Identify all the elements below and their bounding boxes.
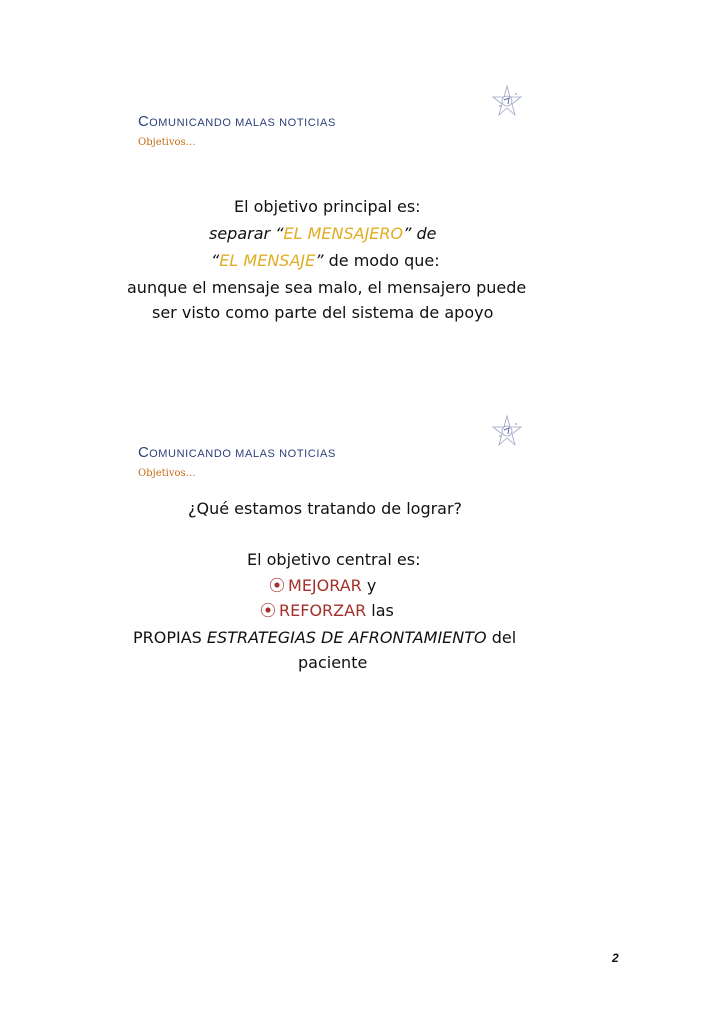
- star-emblem-icon: [490, 414, 524, 448]
- message-line: “EL MENSAJE” de modo que:: [211, 251, 440, 270]
- slide-header: COMUNICANDO MALAS NOTICIAS: [138, 113, 336, 130]
- star-emblem-icon: [490, 84, 524, 118]
- separate-line: separar “EL MENSAJERO” de: [209, 224, 437, 243]
- bullet-improve: ⦿ MEJORAR y: [269, 576, 377, 595]
- messenger-highlight: EL MENSAJERO: [283, 224, 404, 243]
- slide-1: [0, 80, 728, 380]
- bullet-reinforce: ⦿ REFORZAR las: [260, 601, 394, 620]
- circle-bullet-icon: ⦿: [260, 601, 277, 620]
- explanation-line-2: ser visto como parte del sistema de apoyo: [152, 303, 494, 322]
- page-number: 2: [612, 951, 619, 965]
- strategies-line: PROPIAS ESTRATEGIAS DE AFRONTAMIENTO del: [133, 628, 517, 647]
- slide-subheader: Objetivos…: [138, 137, 196, 148]
- objective-line: El objetivo central es:: [247, 550, 421, 569]
- circle-bullet-icon: ⦿: [269, 576, 286, 595]
- message-highlight: EL MENSAJE: [219, 251, 316, 270]
- question-line: ¿Qué estamos tratando de lograr?: [188, 499, 463, 518]
- explanation-line: aunque el mensaje sea malo, el mensajero puede: [127, 278, 527, 297]
- slide-subheader: Objetivos…: [138, 468, 196, 479]
- patient-line: paciente: [298, 653, 368, 672]
- slide-header: COMUNICANDO MALAS NOTICIAS: [138, 444, 336, 461]
- objective-line: El objetivo principal es:: [234, 197, 421, 216]
- slide-2: [0, 410, 728, 710]
